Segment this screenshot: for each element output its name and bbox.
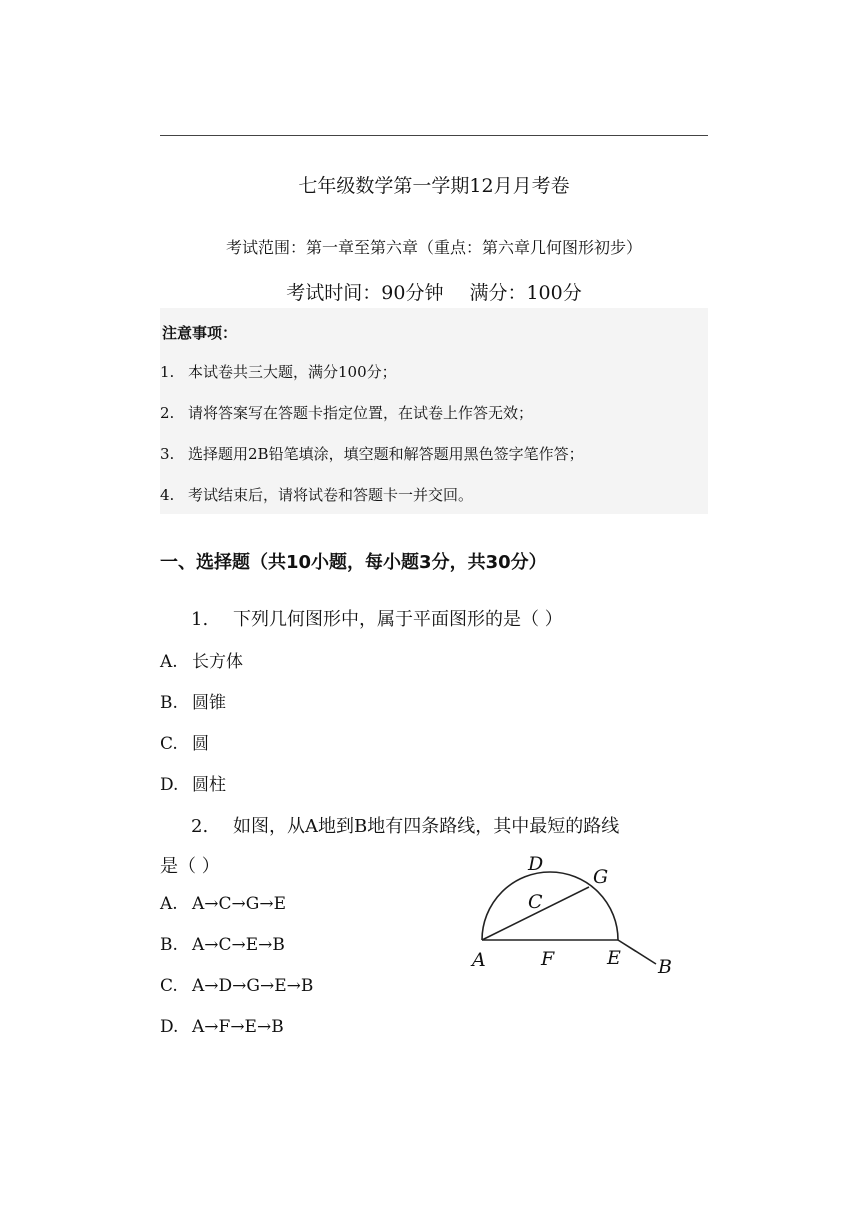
q2-option-c[interactable] xyxy=(160,976,313,996)
q1-option-d[interactable] xyxy=(160,770,226,795)
label-d: D xyxy=(528,853,544,875)
option-text: A→C→E→B xyxy=(192,935,285,955)
notice-title: 注意事项： xyxy=(162,324,238,342)
q1-option-c[interactable] xyxy=(160,729,209,754)
question-number: 2. xyxy=(191,816,209,837)
notice-item xyxy=(160,402,533,423)
notice-box xyxy=(160,308,708,514)
q2-option-a[interactable] xyxy=(160,894,286,914)
option-text: 圆锥 xyxy=(192,693,226,713)
option-label: B. xyxy=(160,935,178,955)
q2-option-d[interactable] xyxy=(160,1017,284,1037)
option-label: A. xyxy=(160,652,178,672)
q2-option-b[interactable] xyxy=(160,935,285,955)
option-text: 圆柱 xyxy=(192,775,226,795)
option-label: C. xyxy=(160,976,178,996)
option-text: A→C→G→E xyxy=(192,894,287,914)
notice-text: 考试结束后，请将试卷和答题卡一并交回。 xyxy=(188,486,474,504)
exam-scope: 考试范围：第一章至第六章（重点：第六章几何图形初步） xyxy=(225,238,642,257)
notice-num: 4. xyxy=(160,486,175,504)
question-text: 如图，从A地到B地有四条路线，其中最短的路线 xyxy=(233,816,620,837)
section-heading: 一、选择题（共10小题，每小题3分，共30分） xyxy=(160,552,547,573)
option-label: D. xyxy=(160,775,179,795)
option-label: A. xyxy=(160,894,178,914)
notice-num: 2. xyxy=(160,404,175,422)
notice-item xyxy=(160,361,397,382)
q1-option-a[interactable] xyxy=(160,647,243,672)
segment-eb xyxy=(618,940,656,964)
question-2-cont: 是（ ） xyxy=(160,856,220,877)
label-g: G xyxy=(593,866,609,888)
exam-time-line xyxy=(0,278,868,305)
route-figure xyxy=(462,848,682,983)
option-text: 圆 xyxy=(192,734,209,754)
option-text: A→F→E→B xyxy=(192,1017,284,1037)
option-label: D. xyxy=(160,1017,179,1037)
label-f: F xyxy=(541,948,555,970)
notice-text: 请将答案写在答题卡指定位置，在试卷上作答无效； xyxy=(188,404,534,422)
notice-text: 选择题用2B铅笔填涂，填空题和解答题用黑色签字笔作答； xyxy=(188,445,584,463)
option-label: B. xyxy=(160,693,178,713)
label-a: A xyxy=(472,949,486,971)
notice-num: 3. xyxy=(160,445,175,463)
label-e: E xyxy=(607,947,621,969)
question-text: 下列几何图形中，属于平面图形的是（ ） xyxy=(233,609,563,630)
notice-item xyxy=(160,484,473,505)
notice-text: 本试卷共三大题，满分100分； xyxy=(188,363,397,381)
question-number: 1. xyxy=(191,609,209,630)
label-b: B xyxy=(658,956,672,978)
notice-item xyxy=(160,443,584,464)
question-1 xyxy=(191,605,563,631)
exam-time: 考试时间：90分钟 xyxy=(286,282,444,304)
top-rule xyxy=(160,135,708,136)
option-label: C. xyxy=(160,734,178,754)
label-c: C xyxy=(528,891,543,913)
exam-score: 满分：100分 xyxy=(469,282,582,304)
question-2 xyxy=(191,812,619,838)
option-text: 长方体 xyxy=(192,652,243,672)
q1-option-b[interactable] xyxy=(160,688,226,713)
exam-title: 七年级数学第一学期12月月考卷 xyxy=(298,175,570,197)
notice-num: 1. xyxy=(160,363,175,381)
option-text: A→D→G→E→B xyxy=(192,976,314,996)
